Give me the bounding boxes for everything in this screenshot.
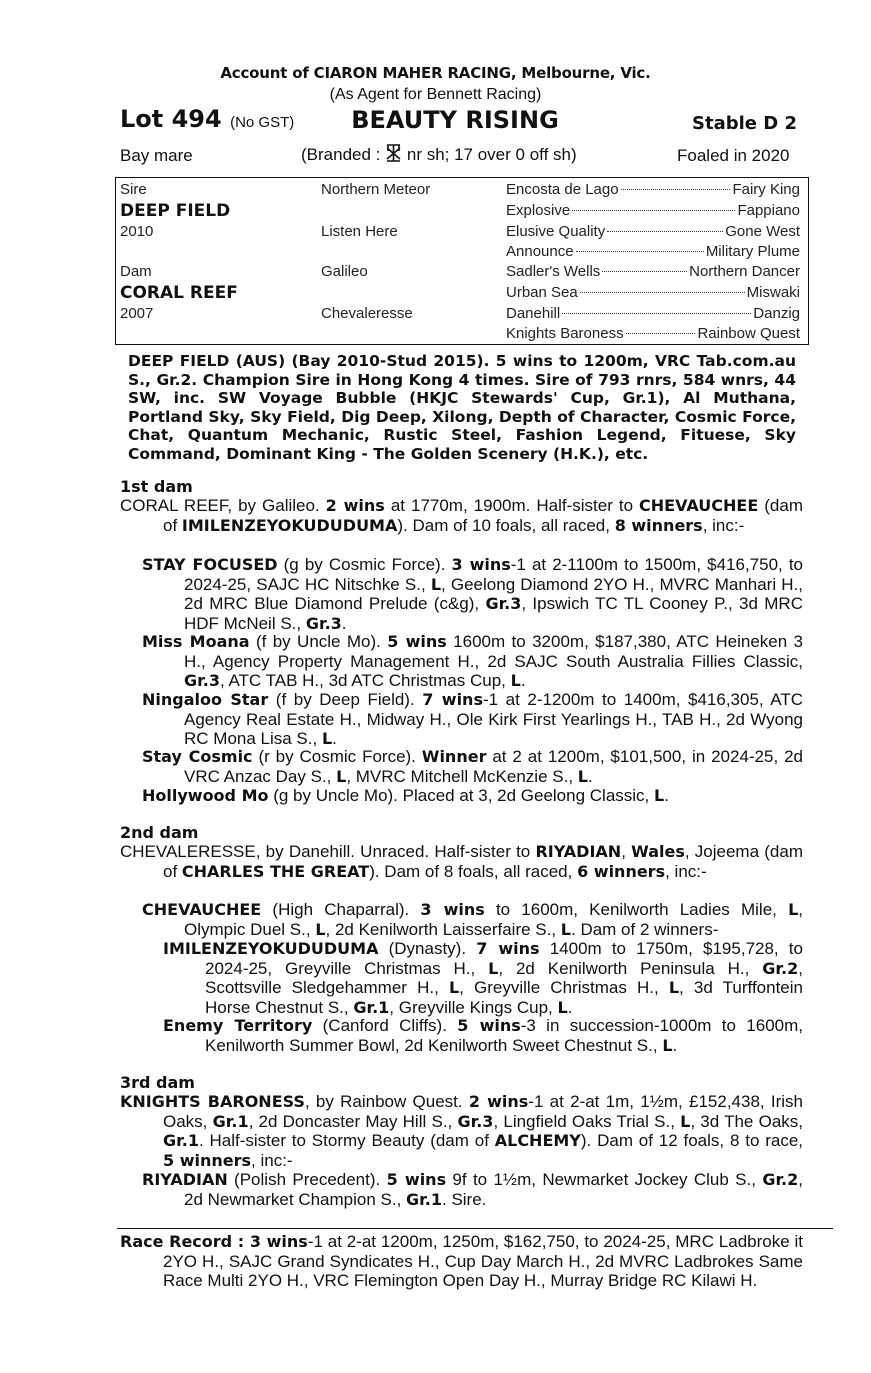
sire-year: 2010 (120, 223, 154, 240)
ancestor-sire: Fairy King (732, 181, 800, 198)
progeny-entry: Ningaloo Star (f by Deep Field). 7 wins-1 at 2-1200m to 1400m, $416,305, ATC Agency Real Estate H., Midway H., Ole Kirk First Yearlings H., TAB H., 2d Wyong RC Mona Lisa S., L. (142, 690, 803, 748)
progeny-entry: Enemy Territory (Canford Cliffs). 5 wins-3 in succession-1000m to 1600m, Kenilworth Summer Bowl, 2d Kenilworth Sweet Chestnut S., L. (163, 1016, 803, 1055)
stable-location: Stable D 2 (692, 113, 797, 134)
consignor-agent: (As Agent for Bennett Racing) (329, 86, 542, 103)
ancestor-row (506, 325, 800, 342)
ancestor-row (506, 202, 800, 219)
dam-name: CORAL REEF (120, 283, 238, 303)
ancestor-name: Knights Baroness (506, 325, 624, 342)
consignor-account: Account of CIARON MAHER RACING, Melbourne, Vic. (220, 64, 651, 82)
sire-summary: DEEP FIELD (AUS) (Bay 2010-Stud 2015). 5 wins to 1200m, VRC Tab.com.au S., Gr.2. Champion Sire in Hong Kong 4 times. Sire of 793 rnrs, 584 wnrs, 44 SW, inc. SW Voyage Bubble (HKJC Stewards' Cup, Gr.1), Al Muthana, Portland Sky, Sky Field, Dig Deep, Xilong, Depth of Character, Cosmic Force, Chat, Quantum Mechanic, Rustic Steel, Fashion Legend, Fituese, Sky Command, Dominant King - The Golden Scenery (H.K.), etc. (128, 352, 796, 463)
progeny-entry: STAY FOCUSED (g by Cosmic Force). 3 wins-1 at 2-1100m to 1500m, $416,750, to 2024-25, SAJC HC Nitschke S., L, Geelong Diamond 2YO H., MVRC Manhari H., 2d MRC Blue Diamond Prelude (c&g), Gr.3, Ipswich TC TL Cooney P., 3d MRC HDF McNeil S., Gr.3. (142, 555, 804, 633)
ancestor-row (506, 284, 800, 301)
ancestor-row (506, 243, 800, 260)
brand-mark-icon (385, 144, 402, 162)
progeny-entry: CHEVAUCHEE (High Chaparral). 3 wins to 1600m, Kenilworth Ladies Mile, L, Olympic Duel S., L, 2d Kenilworth Laisserfaire S., L. Dam of 2 winners- (142, 900, 803, 939)
dam-year: 2007 (120, 305, 154, 322)
brand-prefix: (Branded : (301, 145, 381, 164)
ancestor-name: Encosta de Lago (506, 181, 619, 198)
dams-dam: Chevaleresse (321, 305, 413, 322)
brand-suffix: nr sh; 17 over 0 off sh) (406, 145, 577, 164)
progeny-entry: Miss Moana (f by Uncle Mo). 5 wins 1600m to 3200m, $187,380, ATC Heineken 3 H., Agency Property Management H., 2d SAJC South Australia Fillies Classic, Gr.3, ATC TAB H., 3d ATC Christmas Cup, L. (142, 632, 804, 690)
ancestor-name: Explosive (506, 202, 571, 219)
gst-note: (No GST) (230, 114, 295, 131)
sire-name: DEEP FIELD (120, 201, 231, 221)
race-record: Race Record : 3 wins-1 at 2-at 1200m, 1250m, $162,750, to 2024-25, MRC Ladbroke it 2YO H., SAJC Grand Syndicates H., Cup Day March H., 2d MVRC Ladbrokes Same Race Multi 2YO H., VRC Flemington Open Day H., Murray Bridge RC Kilawi H. (120, 1232, 803, 1290)
dams-sire: Galileo (321, 263, 368, 280)
sires-sire: Northern Meteor (321, 181, 431, 198)
second-dam-heading: 2nd dam (120, 823, 199, 842)
ancestor-name: Announce (506, 243, 574, 260)
ancestor-row (506, 263, 800, 280)
second-dam-summary: CHEVALERESSE, by Danehill. Unraced. Half-sister to RIYADIAN, Wales, Jojeema (dam of CHARLES THE GREAT). Dam of 8 foals, all raced, 6 winners, inc:- (120, 842, 803, 881)
sires-dam: Listen Here (321, 223, 398, 240)
ancestor-sire: Miswaki (746, 284, 800, 301)
progeny-entry: Stay Cosmic (r by Cosmic Force). Winner at 2 at 1200m, $101,500, in 2024-25, 2d VRC Anzac Day S., L, MVRC Mitchell McKenzie S., L. (142, 747, 803, 786)
sex-colour: Bay mare (120, 146, 193, 165)
ancestor-sire: Danzig (753, 305, 800, 322)
horse-name: BEAUTY RISING (351, 106, 559, 134)
ancestor-name: Danehill (506, 305, 561, 322)
third-dam-heading: 3rd dam (120, 1073, 195, 1092)
pedigree-table (115, 177, 809, 345)
dam-label: Dam (120, 263, 152, 280)
progeny-entry: RIYADIAN (Polish Precedent). 5 wins 9f to 1½m, Newmarket Jockey Club S., Gr.2, 2d Newmarket Champion S., Gr.1. Sire. (142, 1170, 803, 1209)
lot-label: Lot 494 (120, 105, 222, 133)
ancestor-sire: Gone West (725, 223, 800, 240)
race-record-divider (117, 1228, 833, 1229)
ancestor-row (506, 223, 800, 240)
first-dam-heading: 1st dam (120, 477, 193, 496)
first-dam-summary: CORAL REEF, by Galileo. 2 wins at 1770m, 1900m. Half-sister to CHEVAUCHEE (dam of IMILENZEYOKUDUDUMA). Dam of 10 foals, all raced, 8 winners, inc:- (120, 496, 803, 535)
ancestor-row (506, 181, 800, 198)
ancestor-name: Sadler's Wells (506, 263, 601, 280)
ancestor-sire: Northern Dancer (689, 263, 800, 280)
ancestor-row (506, 305, 800, 322)
foaled-year: Foaled in 2020 (677, 146, 790, 165)
third-dam-summary: KNIGHTS BARONESS, by Rainbow Quest. 2 wins-1 at 2-at 1m, 1½m, £152,438, Irish Oaks, Gr.1, 2d Doncaster May Hill S., Gr.3, Lingfield Oaks Trial S., L, 3d The Oaks, Gr.1. Half-sister to Stormy Beauty (dam of ALCHEMY). Dam of 12 foals, 8 to race, 5 winners, inc:- (120, 1092, 804, 1170)
progeny-entry: Hollywood Mo (g by Uncle Mo). Placed at 3, 2d Geelong Classic, L. (142, 786, 669, 805)
ancestor-sire: Rainbow Quest (697, 325, 800, 342)
ancestor-sire: Fappiano (737, 202, 800, 219)
brand-info (301, 144, 577, 165)
ancestor-name: Urban Sea (506, 284, 578, 301)
sire-label: Sire (120, 181, 147, 198)
ancestor-name: Elusive Quality (506, 223, 606, 240)
progeny-entry: IMILENZEYOKUDUDUMA (Dynasty). 7 wins 1400m to 1750m, $195,728, to 2024-25, Greyville Christmas H., L, 2d Kenilworth Peninsula H., Gr.2, Scottsville Sledgehammer H., L, Greyville Christmas H., L, 3d Turffontein Horse Chestnut S., Gr.1, Greyville Kings Cup, L. (163, 939, 803, 1017)
ancestor-sire: Military Plume (705, 243, 800, 260)
